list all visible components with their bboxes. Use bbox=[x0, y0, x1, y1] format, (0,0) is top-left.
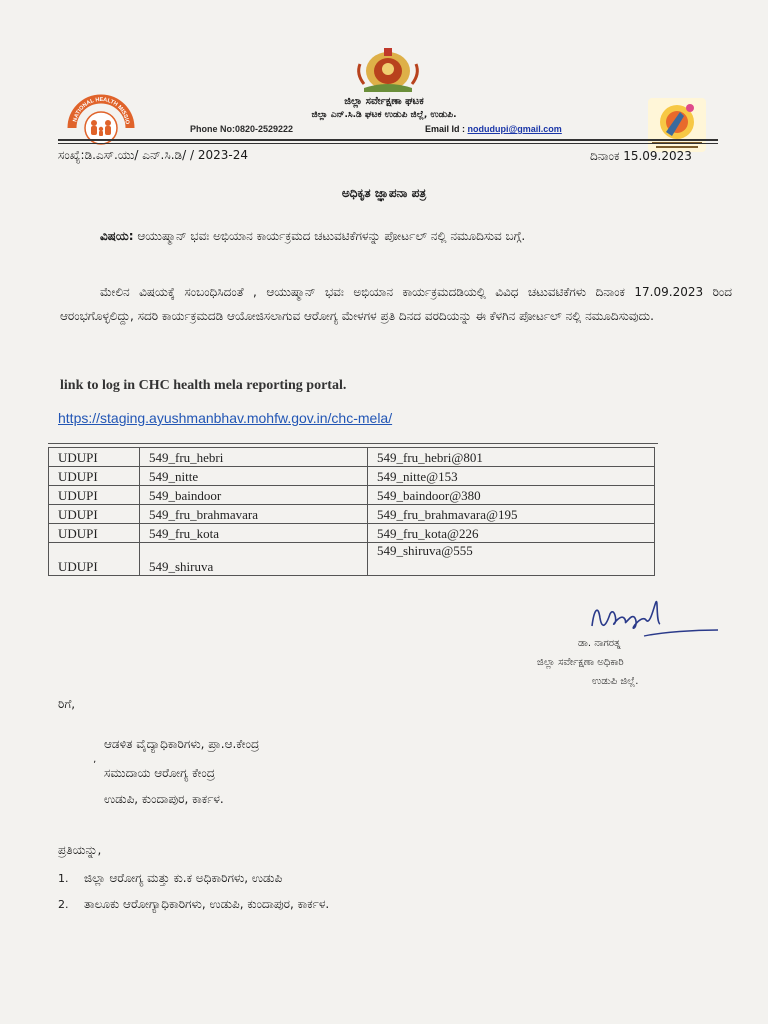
subject-label: ವಿಷಯ: bbox=[100, 229, 134, 243]
svg-text:NATIONAL HEALTH MISSION: NATIONAL HEALTH MISSIO bbox=[72, 96, 130, 125]
signatory-name: ಡಾ. ನಾಗರತ್ನ bbox=[578, 638, 621, 649]
email-line bbox=[425, 124, 562, 134]
copy-item-number: 1. bbox=[58, 872, 69, 885]
reference-number: ಸಂಖ್ಯೆ:ಡಿ.ಎಸ್.ಯು/ ಎನ್.ಸಿ.ಡಿ/ / 2023-24 bbox=[58, 148, 248, 162]
email-link[interactable]: nodudupi@gmail.com bbox=[467, 124, 562, 134]
email-label: Email Id : bbox=[425, 124, 466, 134]
body-text: ಮೇಲಿನ ವಿಷಯಕ್ಕೆ ಸಂಬಂಧಿಸಿದಂತೆ , ಆಯುಷ್ಮಾನ್ ಭವಃ ಅಭಿಯಾನ ಕಾರ್ಯಕ್ರಮದಡಿಯಲ್ಲಿ ವಿವಿಧ ಚಟುವಟಿಕೆಗಳು ದಿನಾಂಕ 17.09.2023 ರಿಂದ ಆರಂಭಗೊಳ್ಳಲಿದ್ದು, ಸದರಿ ಕಾರ್ಯಕ್ರಮದಡಿ ಆಯೋಜಿಸಲಾಗುವ ಆರೋಗ್ಯ ಮೇಳಗಳ ಪ್ರತಿ ದಿನದ ವರದಿಯನ್ನು ಈ ಕೆಳಗಿನ ಪೋರ್ಟಲ್ ನಲ್ಲಿ ನಮೂದಿಸುವುದು. bbox=[60, 285, 732, 323]
table-row bbox=[49, 467, 655, 486]
recipient-line: ಉಡುಪಿ, ಕುಂದಾಪುರ, ಕಾರ್ಕಳ. bbox=[104, 792, 224, 806]
district-cell: UDUPI bbox=[49, 448, 140, 467]
copy-item bbox=[58, 871, 282, 886]
tick-mark: ʼ bbox=[93, 760, 97, 771]
recipient-line: ಸಮುದಾಯ ಆರೋಗ್ಯ ಕೇಂದ್ರ bbox=[104, 766, 216, 780]
password-cell: 549_fru_kota@226 bbox=[368, 524, 655, 543]
district-cell: UDUPI bbox=[49, 524, 140, 543]
username-cell: 549_fru_hebri bbox=[140, 448, 368, 467]
signatory-place: ಉಡುಪಿ ಜಿಲ್ಲೆ. bbox=[592, 676, 639, 687]
username-cell: 549_fru_kota bbox=[140, 524, 368, 543]
recipient-line: ಆಡಳಿತ ವೈದ್ಯಾಧಿಕಾರಿಗಳು, ಪ್ರಾ.ಆ.ಕೇಂದ್ರ bbox=[104, 737, 260, 751]
table-row bbox=[49, 486, 655, 505]
district-cell: UDUPI bbox=[49, 467, 140, 486]
subject-line bbox=[100, 229, 525, 244]
credentials-grid bbox=[48, 447, 655, 576]
subject-text: ಆಯುಷ್ಮಾನ್ ಭವಃ ಅಭಿಯಾನ ಕಾರ್ಯಕ್ರಮದ ಚಟುವಟಿಕೆಗಳನ್ನು ಪೋರ್ಟಲ್ ನಲ್ಲಿ ನಮೂದಿಸುವ ಬಗ್ಗೆ. bbox=[133, 229, 526, 243]
username-cell: 549_fru_brahmavara bbox=[140, 505, 368, 524]
letter-date: ದಿನಾಂಕ 15.09.2023 bbox=[590, 149, 692, 163]
header-divider-thin bbox=[58, 143, 718, 144]
table-row bbox=[49, 505, 655, 524]
copy-label: ಪ್ರತಿಯನ್ನು, bbox=[58, 843, 102, 857]
office-name: ಜಿಲ್ಲಾ ಸರ್ವೇಕ್ಷಣಾ ಘಟಕ bbox=[344, 96, 424, 107]
username-cell: 549_shiruva bbox=[140, 543, 368, 576]
body-paragraph bbox=[60, 280, 732, 328]
password-cell: 549_fru_brahmavara@195 bbox=[368, 505, 655, 524]
district-cell: UDUPI bbox=[49, 543, 140, 576]
table-row bbox=[49, 524, 655, 543]
password-cell: 549_fru_hebri@801 bbox=[368, 448, 655, 467]
password-cell: 549_shiruva@555 bbox=[368, 543, 655, 576]
password-cell: 549_baindoor@380 bbox=[368, 486, 655, 505]
to-label: ರಿಗೆ, bbox=[58, 697, 76, 711]
district-cell: UDUPI bbox=[49, 505, 140, 524]
office-address: ಜಿಲ್ಲಾ ಎನ್.ಸಿ.ಡಿ ಘಟಕ ಉಡುಪಿ ಜಿಲ್ಲೆ, ಉಡುಪಿ. bbox=[311, 110, 457, 120]
district-cell: UDUPI bbox=[49, 486, 140, 505]
portal-heading: link to log in CHC health mela reporting portal. bbox=[60, 378, 347, 393]
username-cell: 549_nitte bbox=[140, 467, 368, 486]
signature bbox=[584, 596, 722, 644]
copy-item-number: 2. bbox=[58, 898, 69, 911]
copy-item-text: ಜಿಲ್ಲಾ ಆರೋಗ್ಯ ಮತ್ತು ಕು.ಕ ಅಧಿಕಾರಿಗಳು, ಉಡುಪಿ bbox=[84, 871, 283, 885]
password-cell: 549_nitte@153 bbox=[368, 467, 655, 486]
table-top-rule bbox=[48, 443, 658, 444]
phone-number: Phone No:0820-2529222 bbox=[190, 124, 294, 134]
copy-item bbox=[58, 897, 329, 912]
header-divider bbox=[58, 139, 718, 141]
signatory-designation: ಜಿಲ್ಲಾ ಸರ್ವೇಕ್ಷಣಾ ಅಧಿಕಾರಿ bbox=[537, 657, 624, 668]
portal-link[interactable]: https://staging.ayushmanbhav.mohfw.gov.in/chc-mela/ bbox=[58, 410, 393, 426]
username-cell: 549_baindoor bbox=[140, 486, 368, 505]
table-row bbox=[49, 543, 655, 576]
copy-item-text: ತಾಲೂಕು ಆರೋಗ್ಯಾಧಿಕಾರಿಗಳು, ಉಡುಪಿ, ಕುಂದಾಪುರ, ಕಾರ್ಕಳ. bbox=[84, 897, 330, 911]
letter-title: ಅಧಿಕೃತ ಜ್ಞಾಪನಾ ಪತ್ರ bbox=[341, 186, 427, 200]
table-row bbox=[49, 448, 655, 467]
karnataka-emblem-icon bbox=[354, 44, 422, 94]
